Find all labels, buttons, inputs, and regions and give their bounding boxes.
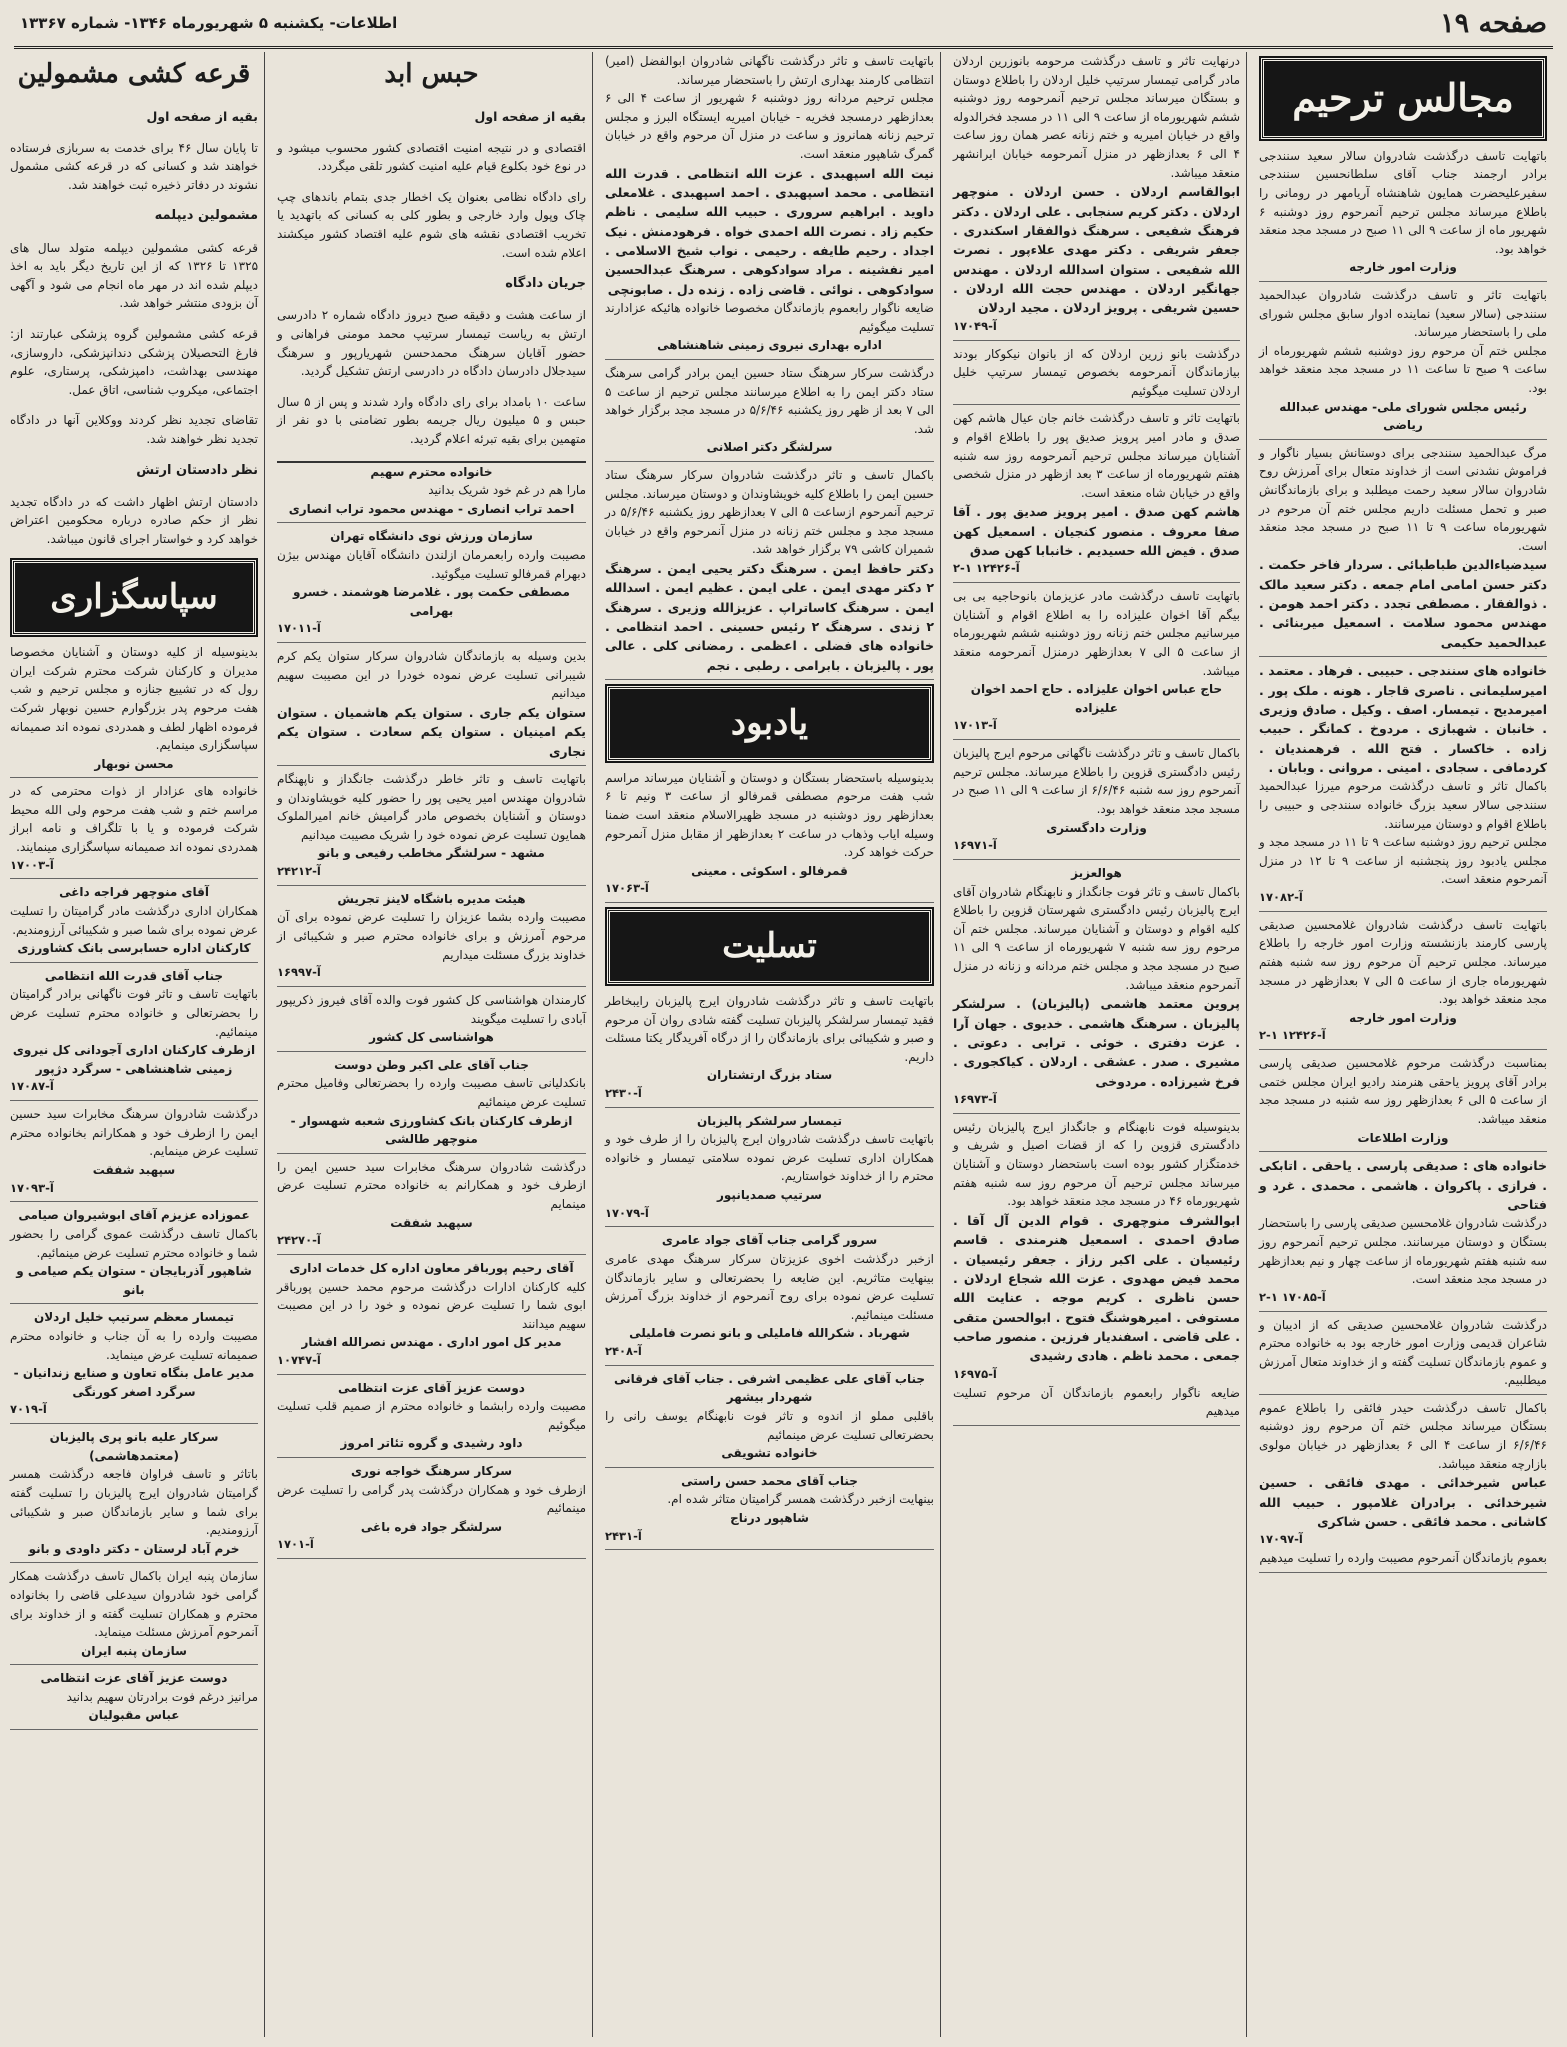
column-majales-2 <box>947 52 1247 2037</box>
notice <box>605 466 934 680</box>
notice-code: آ-۱۷۰۱۱ <box>277 621 321 636</box>
notice-text: ضایعه ناگوار رابعموم بازماندگان آن مرحوم تسلیت میدهیم <box>953 1385 1240 1419</box>
notice-text: باتهایت تاسف و تاثر فوت ناگهانی برادر گرامیتان را بحضرتعالی و خانواده محترم تسلیت عرض مینمائیم. <box>10 987 258 1039</box>
banner-sepas: سپاسگزاری <box>12 560 256 635</box>
notice-signature: وزارت امور خارجه <box>1349 260 1457 275</box>
notice-heading: تیمسار سرلشکر پالیزبان <box>697 1113 842 1128</box>
notice-signature: شهرباد . شکرالله فاملیلی و بانو نصرت فاملیلی <box>629 1326 910 1341</box>
article-paragraph: تا پایان سال ۴۶ برای خدمت به سربازی فرستاده خواهند شد و کسانی که در قرعه کشی مشمول نشوند در دفاتر ذخیره ثبت خواهند شد. <box>10 140 258 192</box>
notice-names: خانواده های : صدیقی پارسی . یاحقی . اتابکی . فرازی . پاکروان . هاشمی . محمدی . غرد و فتاحی <box>1259 1158 1547 1212</box>
notice-code: آ-۱۷۰۸۲ <box>1259 890 1303 905</box>
notice <box>277 991 586 1052</box>
notice-text: باقلبی مملو از اندوه و تاثر فوت نابهنگام یوسف رانی را بحضرتعالی تسلیت عرض مینمائیم <box>605 1409 934 1442</box>
notice-text: مجلس ختم آن مرحوم روز دوشنبه ششم شهریورماه از ساعت ۹ صبح تا ساعت ۱۱ در مسجد مجد منعقد خواهد بود. <box>1259 343 1547 396</box>
notice <box>10 1105 258 1202</box>
notice-heading: سرکار علیه بانو پری پالیزبان (معتمدهاشمی) <box>49 1430 219 1463</box>
notice <box>1259 286 1547 440</box>
notice <box>953 1118 1240 1426</box>
notice-text: باتهایت تاسف درگذشت شادروان سالار سعید سنندجی برادر ارجمند جناب آقای سلطانحسین سنندجی سفیرعلیحضرت همایون شاهنشاه آریامهر در رومانی را باطلاع میرساند مجلس ترحیم آنمرحوم روز دوشنبه ۶ شهریور ماه از ساعت ۹ الی ۱۱ صبح در مسجد مجد منعقد خواهد بود. <box>1259 148 1548 256</box>
notice <box>10 782 258 879</box>
notice-code: آ-۲۴۳۱ <box>605 1528 642 1543</box>
notice-names: نیت الله اسپهبدی . عزت الله انتظامی . قدرت الله انتظامی . محمد اسپهبدی . احمد اسپهبدی . غلامعلی داوید . ابراهیم سروری . حبیب الله سلیمی . ناظم حکیم زاد . نصرت الله احمدی خواه . فرهودمنش . نیک اجداد . رحیم طایفه . رحیمی . نواب شیخ الاسلامی . امیر نفشینه . مراد سوادکوهی . سرهنگ عبدالحسین سوادکوهی . نوائی . قاضی زاده . زنده دل . صابونچی <box>605 165 934 297</box>
notice <box>277 1462 586 1559</box>
notice <box>10 1206 258 1304</box>
notice-text: باتاثر و تاسف فراوان فاجعه درگذشت همسر گرامیتان شادروان ایرج پالیزبان را تسلیت گفته برای شما و سایر بازماندگان صبر و شکیبائی آرزومندیم. <box>10 1467 258 1538</box>
article-paragraph: قرعه کشی مشمولین گروه پزشکی عبارتند از: فارغ التحصیلان پزشکی دندانپزشکی، داروسازی، مهندسی بهداشت، دامپزشکی، پرستاری، علوم اجتماعی، میکروب شناسی، اتاق عمل. <box>10 326 258 397</box>
notice <box>277 770 586 886</box>
page-number: صفحه ۱۹ <box>1440 7 1547 39</box>
notice <box>1259 444 1547 657</box>
notice <box>10 1308 258 1424</box>
banner-yadbood: یادبود <box>607 686 932 761</box>
notice-signature: سپهبد شفقت <box>92 1163 176 1178</box>
notice-text: بدین وسیله به بازماندگان شادروان سرکار ستوان یکم کرم شیبرانی تسلیت عرض نموده خودرا در این مصیبت سهیم میدانیم <box>277 649 586 701</box>
notice-heading: هیئت مدیره باشگاه لاینز تجریش <box>337 891 526 906</box>
notice-code: آ-۲۴۰۸ <box>605 1344 642 1359</box>
notice-code: آ-۲۴۳۰ <box>605 1085 642 1100</box>
notice <box>277 1259 586 1375</box>
article-subhead: جریان دادگاه <box>505 276 586 292</box>
notice-text: درگذشت شادروان غلامحسین صدیقی پارسی را باستحضار بستگان و دوستان میرسانند. مجلس ترحیم آنمرحوم روز سه شنبه هفتم شهریورماه از ساعت چهار و نیم بعدازظهر در مسجد مجد منعقد است. <box>1259 1216 1547 1287</box>
notice-signature: اداره بهداری نیروی زمینی شاهنشاهی <box>657 338 882 353</box>
notice-signature: مصطفی حکمت پور . غلامرضا هوشمند . خسرو بهرامی <box>292 585 570 618</box>
notice <box>277 1158 586 1255</box>
notice-text: باکمال تاسف و تاثر فوت جانگداز و نابهنگام شادروان آقای ایرج پالیزبان رئیس دادگستری شهرستان قزوین را باطلاع کلیه اقوام و دوستان و آشنایان میرساند. مجلس ختم آن مرحوم روز سه شنبه ۷ شهریورماه از ساعت ۹ الی ۱۱ صبح در مسجد مجد و مجلس ختم مردانه و زنانه در منزل آنمرحوم منعقد میباشد. <box>953 884 1240 992</box>
notice-signature: عباس مقبولیان <box>88 1708 180 1723</box>
notice-heading: آقای رحیم پورباقر معاون اداره کل خدمات اداری <box>289 1260 574 1275</box>
notice <box>277 1056 586 1154</box>
article-headline: حبس ابد <box>384 59 479 89</box>
notice-text: بدینوسیله فوت نابهنگام و جانگداز ایرج پالیزبان رئیس دادگستری قزوین را که از قضات اصیل و شریف و خدمتگزار کشور بوده است باستحضار دوستان و آشنایان میرساند مجلس ترحیم آن مرحوم روز سه شنبه هفتم شهریورماه ۴۶ در مسجد مجد منعقد خواهد بود. <box>953 1119 1240 1209</box>
notice-signature: شاهپور آذربایجان - ستوان یکم صیامی و بانو <box>16 1264 252 1297</box>
notice-code: آ-۱۶۹۹۷ <box>277 965 321 980</box>
notice <box>953 587 1240 740</box>
article-subhead: مشمولین دیپلمه <box>154 208 258 224</box>
notice-text: درگذشت شادروان سرهنگ مخابرات سید حسین ایمن را ازطرف خود و همکارانم بخانواده محترم تسلیت عرض مینمایم. <box>10 1107 258 1159</box>
banner-tasliyat: تسلیت <box>607 909 932 984</box>
notice <box>605 52 934 360</box>
article-paragraph: اقتصادی و در نتیجه امنیت اقتصادی کشور محسوب میشود و در نوع خود بکلوع قیام علیه امنیت کشور تلقی میگردد. <box>277 140 586 174</box>
notice-names: ابوالقاسم اردلان . حسن اردلان . منوچهر اردلان . دکتر کریم سنجابی . علی اردلان . دکتر فرهنگ شفیعی . سرهنگ ذوالفقار اسکندری . جعفر شریفی . دکتر مهدی علاءپور . نصرت الله شفیعی . ستوان اسدالله اردلان . مهندس جهانگیر اردلان . مهندس حجت الله اردلان . حسین شریفی . پرویز اردلان . مجید اردلان <box>953 184 1240 316</box>
notice-code: آ-۱۶۹۷۵ <box>953 1366 997 1381</box>
notice <box>953 864 1240 1114</box>
column-qore-keshi-sepas <box>4 52 265 2037</box>
notice <box>1259 147 1547 282</box>
notice-text: درگذشت سرکار سرهنگ ستاد حسین ایمن برادر گرامی سرهنگ ستاد دکتر ایمن را به اطلاع میرسانند مجلس ترحیم از ساعت ۵ الی ۷ بعد از ظهر روز یکشنبه ۵/۶/۴۶ در مسجد مجد برگزار خواهد شد. <box>605 365 934 436</box>
notice-signature: احمد تراب انصاری - مهندس محمود تراب انصاری <box>288 501 575 516</box>
notice-text: باتهایت تاسف درگذشت شادروان ایرج پالیزبان را از طرف خود و همکاران اداری تسلیت عرض نموده سلامتی تیمسار و خانواده محترم را از خداوند خواستاریم. <box>605 1132 934 1184</box>
notice-text: سازمان پنبه ایران باکمال تاسف درگذشت همکار گرامی خود شادروان سیدعلی قاضی را بخانواده محترم و همکاران تسلیت گفته و از خداوند برای آنمرحوم آمرزش مسئلت مینماید. <box>10 1569 258 1640</box>
notice-signature: وزارت اطلاعات <box>1357 1130 1449 1145</box>
notice <box>277 527 586 643</box>
banner-majales: مجالس ترحیم <box>1261 58 1545 139</box>
notice-text: بمناسبت درگذشت مرحوم غلامحسین صدیقی پارسی برادر آقای پرویز یاحقی هنرمند رادیو ایران مجلس ختمی از ساعت ۵ الی ۶ بعدازظهر روز سه شنبه در مسجد مجد منعقد میباشد. <box>1259 1056 1547 1127</box>
column-majales <box>1253 52 1553 2037</box>
notice-text: بدینوسیله از کلیه دوستان و آشنایان مخصوصا مدیران و کارکنان شرکت محترم شرکت ایران رول که در تشییع جنازه و مجلس ترحیم و شب هفت مرحوم پدر بزرگوارم حسین نوبهار شرکت فرموده اظهار لطف و همدردی نموده اند صمیمانه سپاسگزاری مینمایم. <box>10 645 258 753</box>
notice-text: باتهایت تاثر و تاسف درگذشت خانم جان عیال هاشم کهن صدق و مادر امیر پرویز صدیق پور را باطلاع اقوام و آشنایان میرساند مجلس ترحیم آنمرحومه روز سه شنبه هفتم شهریورماه از ساعت ۳ بعد ازظهر در منزل شخصی واقع در خیابان شاه منعقد است. <box>953 411 1240 500</box>
notice-text: باکمال تاسف درگذشت حیدر فائقی را باطلاع عموم بستگان میرساند مجلس ختم آن مرحوم روز دوشنبه ۶/۶/۴۶ از ساعت ۴ الی ۶ بعدازظهر در خیابان مولوی بازارچه منعقد میباشد. <box>1259 1400 1547 1471</box>
notice-signature: سپهبد شفقت <box>390 1215 473 1230</box>
notice-text: باتهایت تاسف درگذشت مادر عزیزمان بانوحاجیه بی بی بیگم آقا اخوان علیزاده را به اطلاع اقوام و آشنایان میرسانیم مجلس ختم زنانه روز دوشنبه ششم شهریورماه از ساعت ۵ الی ۷ بعدازظهر درمنزل آنمرحومه منعقد میباشد. <box>953 589 1240 678</box>
notice-code: آ-۱۲۴۲۶ ۱-۲ <box>1259 1028 1326 1043</box>
notice-text: مصیبت وارده رابعمرمان ازلندن دانشگاه آقایان مهندس بیژن دبهرام قمرفالو تسلیت میگوئید. <box>277 547 586 581</box>
notice-text: باکمال تاثر و تاسف درگذشت مرحوم میرزا عبدالحمید سنندجی سالار سعید بزرگ خانواده سنندجی و حبیبی را باطلاع اقوام و دوستان میرسانند. <box>1259 779 1547 831</box>
notice-signature: ستاد بزرگ ارتشتاران <box>706 1068 833 1083</box>
notice-names: عباس شیرخدائی . مهدی فائقی . حسین شیرخدائی . برادران غلامپور . حبیب الله کاشانی . محمد فائقی . حسن شاکری <box>1259 1475 1547 1530</box>
notice-code: آ-۲۴۲۷۰ <box>277 1233 321 1248</box>
notice-code: آ-۱۷۰۹۷ <box>1259 1532 1303 1547</box>
notice-names: ابوالشرف منوچهری . قوام الدین آل آقا . صادق احمدی . اسمعیل هنرمندی . قاسم رئیسیان . علی اکبر رزاز . جعفر رئیسیان . محمد فیض مهدوی . عزت الله شجاع اردلان . حسن ناظری . کریم موجه . عنایت الله مستوفی . امیرهوشنگ فتوح . ابوالحسن متقی . علی قاضی . اسفندیار فرزین . منصور صاحب جمعی . محمد ناظم . هادی رشیدی <box>953 1212 1240 1364</box>
notice-heading: سرور گرامی جناب آقای جواد عامری <box>661 1233 878 1248</box>
notice-signature: سرلشگر دکتر اصلانی <box>706 440 833 455</box>
notice-text: درگذشت شادروان غلامحسین صدیقی که از ادیبان و شاعران قدیمی وزارت امور خارجه بود به خانواده محترم و عموم بازماندگان تسلیت گفته و از خداوند متعال آمرزش میطلبیم. <box>1259 1317 1547 1388</box>
notice-heading: جناب آقای علی اکبر وطن دوست <box>334 1057 529 1072</box>
notice-names: خانواده های سنندجی . حبیبی . فرهاد . معتمد . امیرسلیمانی . ناصری قاجار . هونه . ملک پور . امیرمدیح . تیمسار. اصف . وکیل . صادق وزیری . خانبان . شهبازی . مردوخ . کمانگر . حبیب زاده . خاکسار . فتح الله . فرهمندیان . کردمافی . سجادی . امینی . مروانی . وبابان . <box>1259 663 1547 776</box>
notice-signature: وزارت امور خارجه <box>1349 1010 1457 1025</box>
notice <box>10 1669 258 1730</box>
masthead <box>14 0 1553 49</box>
notice <box>10 1428 258 1563</box>
notice-code: آ-۱۷۰۱۳ <box>953 718 997 733</box>
notice-signature: شاهپور درناج <box>730 1511 809 1525</box>
notice <box>1259 661 1547 912</box>
notice-signature: محسن نوبهار <box>94 756 174 771</box>
notice <box>953 52 1240 341</box>
notice-text: باتهایت تاسف و تاثر خاطر درگذشت جانگداز و ناپهنگام شادروان مهندس امیر یحیی پور را حضور کلیه خویشاوندان و دوستان و آشنایان بخصوص مادر گرامیش خانم امیرالملوک همایون تسلیت عرض نموده خود را شریک مصیبت میدانیم <box>277 772 586 842</box>
notice-heading: سرکار سرهنگ خواجه نوری <box>350 1464 513 1479</box>
article-paragraph: ساعت ۱۰ بامداد برای رای دادگاه وارد شدند و پس از ۵ سال حبس و ۵ میلیون ریال جریمه بطور تضامنی با دو نفر از متهمین برای بقیه تبرئه اعلام گردید. <box>277 394 587 446</box>
notice-text: مصیبت وارده بشما عزیزان را تسلیت عرض نموده برای آن مرحوم آمرزش و برای خانواده محترم صبر و شکیبائی از خداوند بزرگ مسئلت میداریم <box>277 910 586 962</box>
notice-names: دکتر حافظ ایمن . سرهنگ دکتر یحیی ایمن . سرهنگ ۲ دکتر مهدی ایمن . علی ایمن . عظیم ایمن . اسدالله ایمن . سرهنگ کاساتراپ . عزیزالله وزیری . سرهنگ ۲ زندی . سرهنگ ۲ رئیس حسینی . احمد انتظامی . خانواده های فضلی . اعظمی . رمضانی کلی . عالی پور . پالیزبان . بابرامی . رطبی . نجم <box>605 560 934 673</box>
notice-code: آ-۱۶۹۷۳ <box>953 1092 997 1107</box>
article-paragraph: رای دادگاه نظامی بعنوان یک اخطار جدی بتمام باندهای چپ چاک وپول وارد خارجی و بطور کلی به کسانی که باتهدید یا تخریب اقتصادی نقشه های شوم علیه اقتصاد کشور میکشند اعلام شده است. <box>277 189 586 260</box>
notice-names: پروین معتمد هاشمی (پالیزبان) . سرلشکر پالیزبان . سرهنگ هاشمی . خدیوی . جهان آرا . عزت دفتری . خوئی . ترابی . دعوتی . مشیری . صدر . عشقی . اردلان . کیاکجوری . فرخ شیرزاده . مردوخی <box>953 996 1240 1089</box>
notice-text: بدینوسیله باستحضار بستگان و دوستان و آشنایان میرساند مراسم شب هفت مرحوم مصطفی قمرفالو از ساعت ۳ ونیم تا ۶ بعدازظهر روز دوشنبه در مسجد ظهیرالاسلام منعقد است ضمنا وسیله ایاب وذهاب در ساعت ۲ بعدازظهر از مقابل منزل آنمرحوم حرکت خواهد کرد. <box>605 770 934 860</box>
notice-text: بعموم بازماندگان آنمرحوم مصیبت وارده را تسلیت میدهیم <box>1259 1551 1547 1566</box>
notice <box>10 967 258 1101</box>
notice-code: آ-۱۰۷۴۷ <box>277 1352 321 1367</box>
notice-signature: رئیس مجلس شورای ملی- مهندس عبدالله ریاضی <box>1279 399 1527 433</box>
article-subhead: نظر دادستان ارتش <box>136 462 258 478</box>
notice-names: سیدضیاءالدین طباطبائی . سردار فاخر حکمت . دکتر حسن امامی امام جمعه . دکتر سعید مالک . ذوالفقار . مصطفی تجدد . دکتر احمد هومن . مهندس محمود سلامت . اسمعیل میربنائی . عبدالحمید حکیمی <box>1259 557 1547 650</box>
article-paragraph: تقاضای تجدید نظر کردند ووکلاین آنها در دادگاه تجدید نظر خواهند شد. <box>10 413 258 446</box>
column-yadbood-tasliyat <box>599 52 941 2037</box>
notice <box>1259 1316 1547 1395</box>
notice-text: ازخبر درگذشت اخوی عزیزتان سرکار سرهنگ مهدی عامری بینهایت متاثریم. این ضایعه را بحضرتعالی و سایر بازماندگان تسلیت عرض نموده برای روح آنمرحوم از خداوند بزرگ آمرزش مسئلت مینمائیم. <box>605 1252 934 1322</box>
notice-text: خانواده های عزادار از ذوات محترمی که در مراسم ختم و شب هفت مرحوم ولی الله محیط شرکت فرموده و یا با تلگراف و نامه ابراز همدردی نموده اند صمیمانه سپاسگزاری مینمایند. <box>10 784 258 855</box>
notice-signature: هواشناسی کل کشور <box>369 1030 494 1045</box>
notice-signature: داود رشیدی و گروه تئاتر امروز <box>340 1436 523 1451</box>
notice-text: کلیه کارکنان ادارات درگذشت مرحوم محمد حسین پورباقر ابوی شما را تسلیت عرض نموده و خود را در این مصیبت سهیم میدانند <box>277 1279 586 1331</box>
notice-code: آ-۱۷۰۱ <box>277 1537 314 1552</box>
notice-text: درگذشت شادروان سرهنگ مخابرات سید حسین ایمن را ازطرف خود و همکارانم به خانواده محترم تسلیت عرض مینمایم <box>277 1159 586 1211</box>
notice-code: آ-۱۲۴۲۶ ۱-۲ <box>953 561 1020 576</box>
article-paragraph: از ساعت هشت و دقیقه صبح دیروز دادگاه شماره ۲ دادرسی ارتش به ریاست تیمسار سرتیپ محمد مومنی فراهانی و حضور آقایان سرهنگ محمدحسن شهریارپور و سرهنگ سیدجلال دادرسان دادگاه در دادرسی ارتش تشکیل گردید. <box>277 308 587 379</box>
notice-text: ضایعه ناگوار رابعموم بازماندگان مخصوصا خانواده هائیکه عزادارند تسلیت میگوئیم <box>605 301 934 334</box>
notice-text: باکمال تاسف درگذشت عموی گرامی را بحضور شما و خانواده محترم تسلیت عرض مینمائیم. <box>10 1227 258 1260</box>
notice-text: باتهایت تاسف درگذشت شادروان غلامحسین صدیقی پارسی کارمند بازنشسته وزارت امور خارجه را باطلاع میرساند. مجلس ترحیم آن مرحوم روز سه شنبه هفتم شهریورماه جاری از ساعت ۵ الی ۷ بعدازظهر در مسجد مجد منعقد خواهد بود. <box>1259 917 1547 1007</box>
notice <box>605 1231 934 1365</box>
notice-code: آ-۲۴۲۱۲ <box>277 863 321 878</box>
article-headline: قرعه کشی مشمولین <box>17 59 251 89</box>
notice-code: آ-۷۰۱۹ <box>10 1402 47 1417</box>
notice-signature: ازطرف کارکنان بانک کشاورزی شعبه شهسوار - منوچهر طالشی <box>290 1113 573 1147</box>
notice-heading: عموزاده عزیزم آقای ابوشیروان صیامی <box>18 1208 250 1223</box>
notice-heading: سازمان ورزش نوی دانشگاه تهران <box>330 529 533 544</box>
notice-text: مصیبت وارده را به آن جناب و خانواده محترم صمیمانه تسلیت عرض مینماید. <box>10 1328 258 1362</box>
notice <box>1259 1399 1547 1573</box>
notice-signature: مشهد - سرلشگر مخاطب رفیعی و بانو <box>318 846 545 861</box>
article-paragraph: قرعه کشی مشمولین دیپلمه متولد سال های ۱۳۲۵ تا ۱۳۲۶ که از این تاریخ دیگر باید به اخذ دیپلم شده اند در مهر ماه انجام می شود و آگهی آن بزودی منتشر خواهد شد. <box>10 240 259 311</box>
notice-text: درنهایت تاثر و تاسف درگذشت مرحومه بانوزرین اردلان مادر گرامی تیمسار سرتیپ خلیل اردلان را باطلاع دوستان و بستگان میرساند مجلس ترحیم آنمرحومه روز دوشنبه ششم شهریورماه از ساعت ۹ الی ۱۱ در مسجد فخرالدوله واقع در خیابان امیریه و ختم زنانه عصر همان روز ساعت ۴ الی ۶ بعدازظهر در منزل آنمرحومه خیابان ایرانشهر منعقد میباشد. <box>953 54 1240 180</box>
notice <box>605 992 934 1108</box>
notice <box>605 364 934 462</box>
notice-text: باتهایت تاسف و تاثر درگذشت ناگهانی شادروان ابوالفضل (امیر) انتظامی کارمند بهداری ارتش را باستحضار میرساند. <box>605 54 934 87</box>
notice <box>277 461 586 524</box>
notice-text: مجلس ترحیم مردانه روز دوشنبه ۶ شهریور از ساعت ۴ الی ۶ بعدازظهر درمسجد فخریه - خیابان امیریه ایستگاه البرز و مجلس ترحیم زنانه همانروز و ساعت در منزل آن مرحوم واقع در خیابان گمرگ شاهپور منعقد است. <box>605 91 934 161</box>
notice <box>277 890 586 987</box>
notice <box>953 345 1240 406</box>
notice-text: کارمندان هواشناسی کل کشور فوت والده آقای فیروز ذکریپور آبادی را تسلیت میگویند <box>277 992 586 1026</box>
notice-text: باتهایت تاسف و تاثر درگذشت شادروان ایرج پالیزبان رایبخاطر فقید تیمسار سرلشکر پالیزبان تسلیت گفته شادی روان آن مرحوم و صبر و شکیبائی برای بازماندگان را از درگاه آفریدگار یکتا مسئلت داریم. <box>605 993 934 1064</box>
notice-text: مجلس ترحیم روز دوشنبه ساعت ۹ تا ۱۱ در مسجد مجد و مجلس یادبود روز پنجشنبه از ساعت ۹ تا ۱۲ در منزل آنمرحوم منعقد است. <box>1259 835 1548 887</box>
notice <box>10 883 258 962</box>
notice-code: آ-۱۷۰۹۳ <box>10 1180 54 1195</box>
notice-signature: کارکنان اداره حسابرسی بانک کشاورزی <box>17 941 251 956</box>
notice-text: باکمال تاسف و تاثر درگذشت شادروان سرکار سرهنگ ستاد حسین ایمن را باطلاع کلیه خویشاوندان و دوستان میرساند. مجلس ترحیم آنمرحوم ازساعت ۵ الی ۷ بعدازظهر روز یکشنبه ۵/۶/۴۶ در مسجد مجد و مجلس ختم زنانه در منزل آنمرحوم واقع در خیابان شمیران کاشی ۷۹ برگزار خواهد شد. <box>605 467 935 557</box>
notice-text: درگذشت بانو زرین اردلان که از بانوان نیکوکار بودند بیازماندگان آنمرحومه بخصوص تیمسار سرتیپ خلیل اردلان تسلیت میگوئیم <box>953 346 1240 398</box>
column-habs-abad <box>271 52 593 2037</box>
notice <box>953 744 1240 860</box>
notice-heading: جناب آقای محمد حسن راستی <box>681 1473 858 1488</box>
notice-heading: تیمسار معظم سرتیپ خلیل اردلان <box>34 1310 234 1325</box>
notice-signature: حاج عباس اخوان علیزاده . حاج احمد اخوان علیزاده <box>970 682 1223 715</box>
notice-text: باکمال تاسف و تاثر درگذشت ناگهانی مرحوم ایرج پالیزبان رئیس دادگستری قزوین را باطلاع میرساند. مجلس ترحیم آنمرحوم روز سه شنبه ۶/۶/۴۶ از ساعت ۹ الی ۱۱ صبح در مسجد مجد منعقد خواهد بود. <box>953 746 1240 817</box>
notice <box>10 643 258 778</box>
notice <box>277 647 586 766</box>
notice-signature: سرلشگر جواد فره باغی <box>360 1519 503 1534</box>
article-lead: بقیه از صفحه اول <box>146 108 258 124</box>
notice-heading: هوالعزیز <box>1071 866 1122 881</box>
notice <box>605 1112 934 1228</box>
notice-heading: خانواده محترم سهیم <box>370 464 493 479</box>
notice-text: مرگ عبدالحمید سنندجی برای دوستانش بسیار ناگوار و فراموش نشدنی است از خداوند متعال برای آمرزش روح شادروان سالار سعید رحمت میطلبد و برای بازماندگانش صبر و تحمل مسئلت داریم مجلس ختم آن مرحوم در شهریورماه ساعت ۹ تا ۱۱ صبح در مسجد مجد منعقد است. <box>1259 445 1548 553</box>
notice-heading: دوست عزیز آقای عزت انتظامی <box>40 1671 228 1686</box>
article-paragraph: دادستان ارتش اظهار داشت که در دادگاه تجدید نظر از حکم صادره درباره محکومین اعتراض خواهد کرد و خواستار اجرای قانون میباشد. <box>10 494 258 546</box>
notice <box>1259 1054 1547 1152</box>
notice-heading: جناب آقای قدرت الله انتظامی <box>44 968 224 983</box>
notice-signature: سرتیپ صمدیانپور <box>717 1188 822 1203</box>
notice <box>10 1567 258 1665</box>
notice-code: آ-۱۶۹۷۱ <box>953 838 997 853</box>
issue-line: اطلاعات- یکشنبه ۵ شهریورماه ۱۳۴۶- شماره ۱۳۳۶۷ <box>20 14 398 32</box>
article-lead: بقیه از صفحه اول <box>474 108 586 124</box>
notice-heading: جناب آقای علی عظیمی اشرفی . جناب آقای فرقانی شهردار بیشهر <box>613 1371 926 1405</box>
notice-text: مصیبت وارده رابشما و خانواده محترم از صمیم قلب تسلیت میگوئیم <box>277 1399 586 1432</box>
notice-text: مرانیز درغم فوت برادرتان سهیم بدانید <box>66 1689 258 1704</box>
notice-signature: قمرفالو . اسکوئی . معینی <box>691 863 848 878</box>
notice <box>1259 916 1547 1050</box>
notice-signature: ازطرف کارکنان اداری آجودانی کل نیروی زمینی شاهنشاهی - سرگرد دژپور <box>12 1043 256 1076</box>
notice-code: آ-۱۷۰۷۹ <box>605 1205 649 1220</box>
columns <box>10 52 1553 2037</box>
notice-text: باتهایت تاثر و تاسف درگذشت شادروان عبدالحمید سنندجی (سالار سعید) نماینده ادوار سابق مجلس شورای ملی را باستحضار میرساند. <box>1259 288 1547 340</box>
notice-signature: سازمان پنبه ایران <box>81 1643 187 1658</box>
notice-text: بینهایت ازخبر درگذشت همسر گرامیتان متاثر شده ام. <box>667 1492 934 1507</box>
notice-names: هاشم کهن صدق . امیر پرویز صدیق پور . آقا صفا معروف . منصور کنجیان . اسمعیل کهن صدق . فیض الله حسیدیم . خانبابا کهن صدق <box>953 504 1240 559</box>
notice-heading: آقای منوچهر فراجه داغی <box>59 885 209 900</box>
notice-text: ازطرف خود و همکاران درگذشت پدر گرامی را تسلیت عرض مینمائیم <box>277 1482 586 1516</box>
notice-code: آ-۱۷۰۸۵ ۱-۲ <box>1259 1289 1326 1304</box>
notice-signature: مدیر کل امور اداری . مهندس نصرالله افشار <box>301 1335 562 1350</box>
notice-signature: مدیر عامل بنگاه تعاون و صنایع زندانیان - سرگرد اصغر کورنگی <box>13 1366 255 1399</box>
notice <box>1259 1156 1547 1311</box>
notice-text: بانکدلیانی تاسف مصیبت وارده را بحضرتعالی وفامیل محترم تسلیت عرض مینمائیم <box>277 1076 586 1109</box>
notice-heading: دوست عزیز آقای عزت انتظامی <box>338 1380 525 1395</box>
notice-names: ستوان یکم جاری . ستوان یکم هاشمیان . ستوان یکم امینیان . ستوان یکم سعادت . ستوان یکم نجاری <box>277 704 586 759</box>
notice-signature: خرم آباد لرستان - دکتر داودی و بانو <box>28 1541 240 1556</box>
notice-code: آ-۱۷۰۶۳ <box>605 881 649 896</box>
notice <box>605 1472 934 1551</box>
notice <box>277 1379 586 1458</box>
notice-signature: وزارت دادگستری <box>1046 820 1147 835</box>
notice-code: آ-۱۷۰۸۷ <box>10 1079 54 1094</box>
notice-code: آ-۱۷۰۰۳ <box>10 857 54 872</box>
notice-code: آ-۱۷۰۴۹ <box>953 318 997 333</box>
notice-text: همکاران اداری درگذشت مادر گرامیتان را تسلیت عرض نموده برای شما صبر و شکیبائی آرزومندیم. <box>10 904 258 937</box>
notice-text: مارا هم در غم خود شریک بدانید <box>428 483 586 498</box>
notice <box>953 409 1240 583</box>
notice <box>605 769 934 903</box>
notice-signature: خانواده تشویقی <box>721 1446 818 1461</box>
notice <box>605 1370 934 1468</box>
